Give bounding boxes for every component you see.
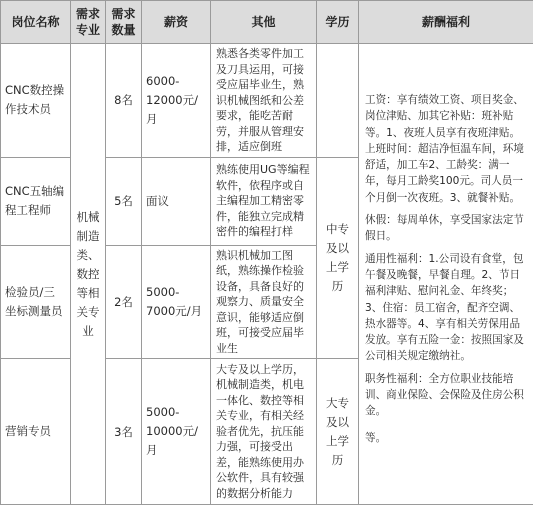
salary-cell: 面议	[142, 157, 211, 245]
salary-cell: 5000-7000元/月	[142, 245, 211, 359]
position-cell: CNC五轴编程工程师	[1, 157, 71, 245]
other-cell: 熟悉各类零件加工及刀具运用，可接受应届毕业生，熟识机械图纸和公差要求，能吃苦耐劳，并服从管理安排，适应倒班	[211, 44, 317, 158]
header-education: 学历	[317, 1, 359, 44]
header-major: 需求专业	[71, 1, 106, 44]
education-cell: 大专及以上学历	[317, 359, 359, 505]
benefits-leave: 休假：每周单休，享受国家法定节假日。	[365, 212, 527, 245]
benefits-position: 职务性福利：全方位职业技能培训、商业保险、会保险及住房公积金。	[365, 371, 527, 420]
position-cell: 检验员/三坐标测量员	[1, 245, 71, 359]
other-cell: 大专及以上学历，机械制造类，机电一体化、数控等相关专业，有相关经验者优先，抗压能力强，可接受出差，能熟练使用办公软件，具有较强的数据分析能力	[211, 359, 317, 505]
education-cell-empty	[317, 44, 359, 158]
count-cell: 3名	[106, 359, 142, 505]
salary-cell: 5000-10000元/月	[142, 359, 211, 505]
benefits-general: 通用性福利：1.公司设有食堂，包午餐及晚餐，早餐自理。2、节日福利津贴、慰问礼金、年终奖；3、住宿：员工宿舍，配齐空调、热水器等。4、享有相关劳保用品发放。享有五险一金：按照国家及公司相关规定缴纳社。	[365, 251, 527, 365]
other-cell: 熟识机械加工图纸，熟练操作检验设备，具备良好的观察力、质量安全意识，能够适应倒班，可接受应届毕业生	[211, 245, 317, 359]
other-cell: 熟练使用UG等编程软件，依程序或自主编程加工精密零件，能独立完成精密件的编程打样	[211, 157, 317, 245]
count-cell: 2名	[106, 245, 142, 359]
header-salary: 薪资	[142, 1, 211, 44]
position-cell: 营销专员	[1, 359, 71, 505]
header-count: 需求数量	[106, 1, 142, 44]
education-cell: 中专及以上学历	[317, 157, 359, 359]
major-cell: 机械制造类、数控等相关专业	[71, 44, 106, 505]
position-cell: CNC数控操作技术员	[1, 44, 71, 158]
header-row	[1, 1, 533, 44]
benefits-etc: 等。	[365, 430, 527, 446]
header-benefits: 薪酬福利	[359, 1, 533, 44]
benefits-pay: 工资：享有绩效工资、项目奖金、岗位津贴、加其它补贴：班补贴等。1、夜班人员享有夜班津贴。上班时间：超洁净恒温车间，环境舒适，加工车2、工龄奖：满一年，每月工龄奖100元。司人员一个月倒一次夜班。3、就餐补贴。	[365, 92, 527, 206]
count-cell: 8名	[106, 44, 142, 158]
table-row	[1, 44, 533, 158]
benefits-cell	[359, 44, 533, 505]
header-other: 其他	[211, 1, 317, 44]
salary-cell: 6000-12000元/月	[142, 44, 211, 158]
header-position: 岗位名称	[1, 1, 71, 44]
count-cell: 5名	[106, 157, 142, 245]
